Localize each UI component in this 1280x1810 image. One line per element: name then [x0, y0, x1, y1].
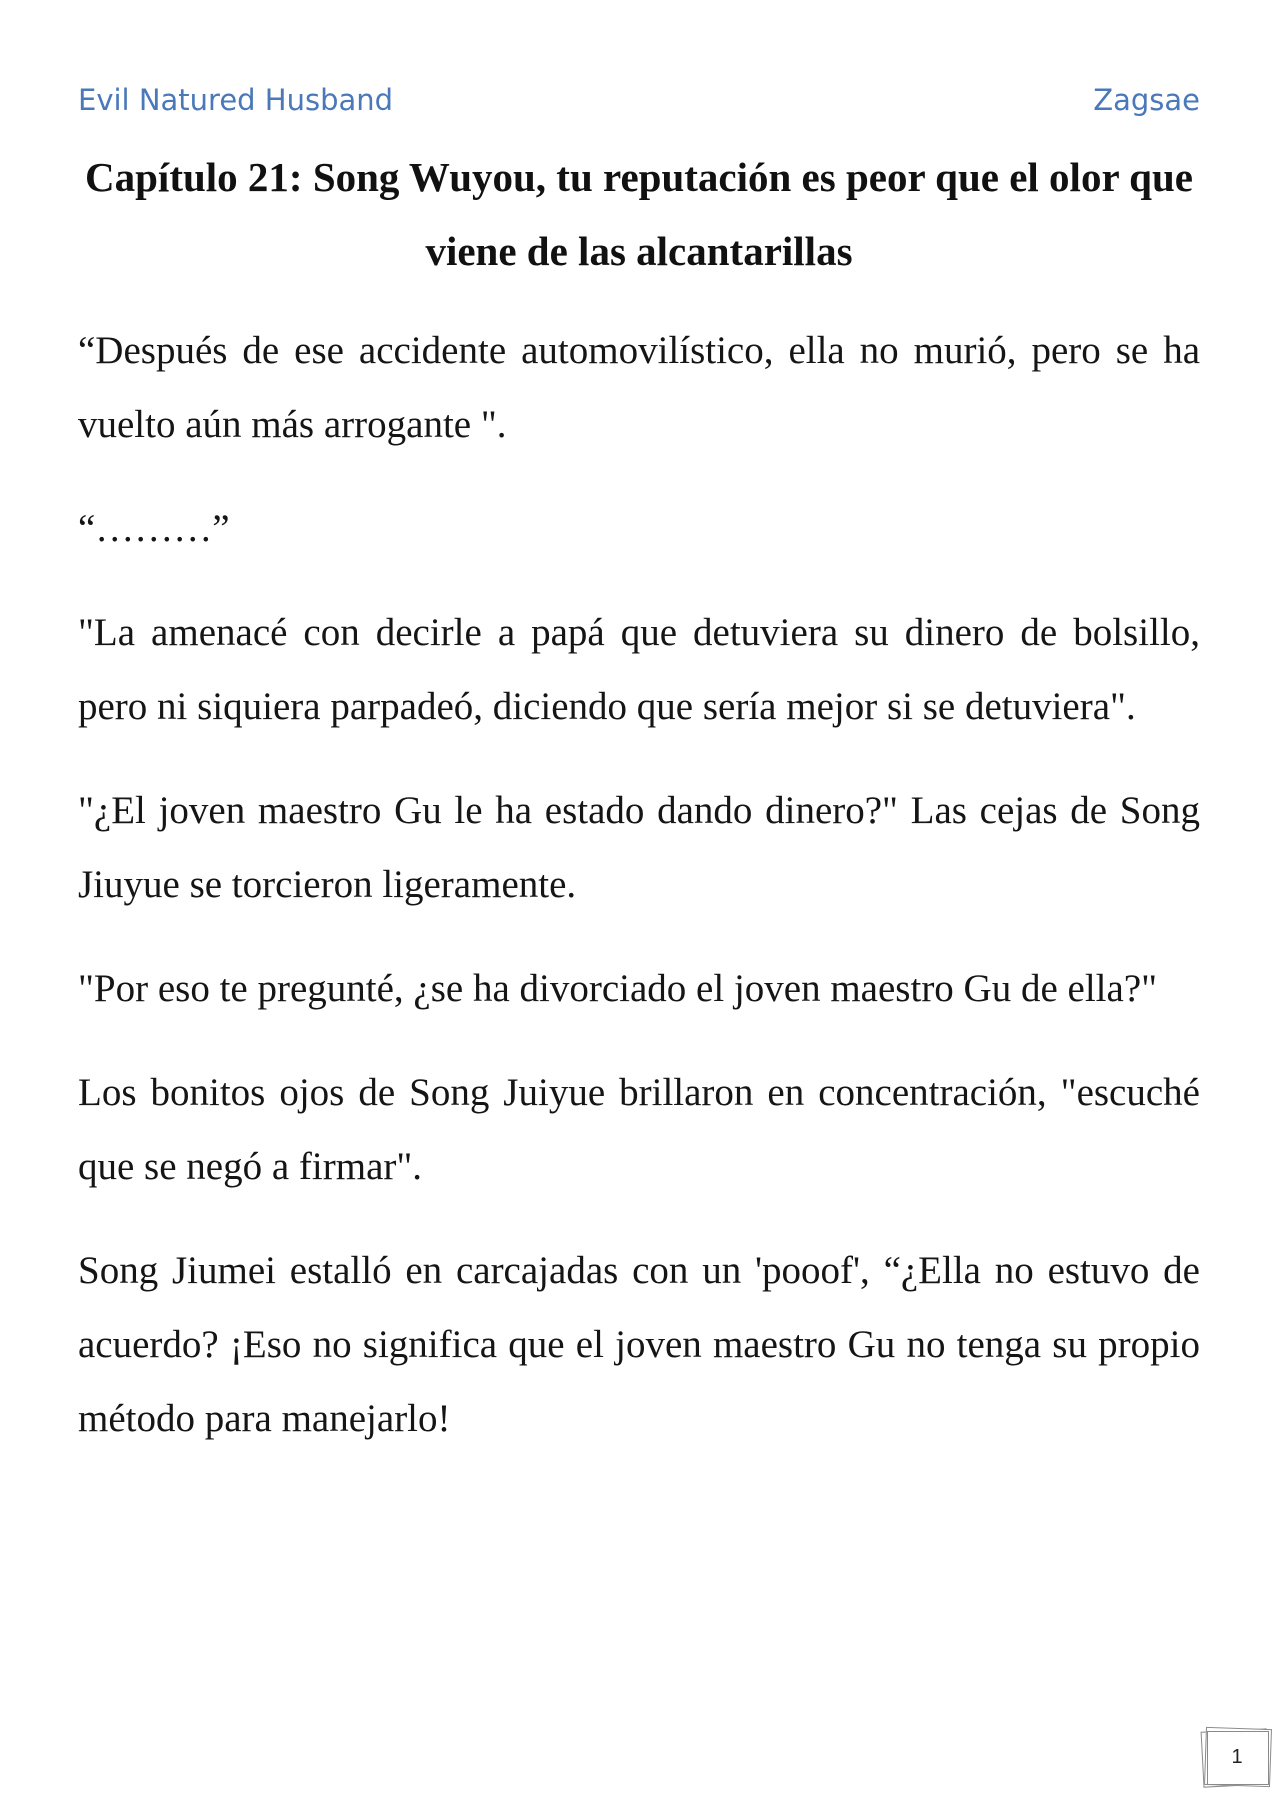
paragraph: "La amenacé con decirle a papá que detuviera su dinero de bolsillo, pero ni siquiera parpadeó, diciendo que sería mejor si se detuviera". [78, 611, 1200, 728]
header-author: Zagsae [1093, 83, 1200, 117]
page-number-badge [1202, 1726, 1272, 1788]
header-book-title: Evil Natured Husband [78, 83, 394, 117]
running-header [78, 78, 1200, 122]
paragraph: “………” [78, 507, 230, 550]
paragraph: "Por eso te pregunté, ¿se ha divorciado el joven maestro Gu de ella?" [78, 967, 1158, 1010]
paragraph: Los bonitos ojos de Song Juiyue brillaron en concentración, "escuché que se negó a firmar". [78, 1071, 1200, 1188]
page-number: 1 [1231, 1745, 1243, 1768]
paragraph: Song Jiumei estalló en carcajadas con un 'pooof', “¿Ella no estuvo de acuerdo? ¡Eso no significa que el joven maestro Gu no tenga su propio método para manejarlo! [78, 1249, 1200, 1440]
chapter-body [78, 314, 1200, 1486]
paragraph: “Después de ese accidente automovilístico, ella no murió, pero se ha vuelto aún más arrogante ". [78, 329, 1200, 446]
paragraph: "¿El joven maestro Gu le ha estado dando dinero?" Las cejas de Song Jiuyue se torcieron ligeramente. [78, 789, 1200, 906]
chapter-title: Capítulo 21: Song Wuyou, tu reputación es peor que el olor que viene de las alcantarillas [85, 154, 1193, 274]
